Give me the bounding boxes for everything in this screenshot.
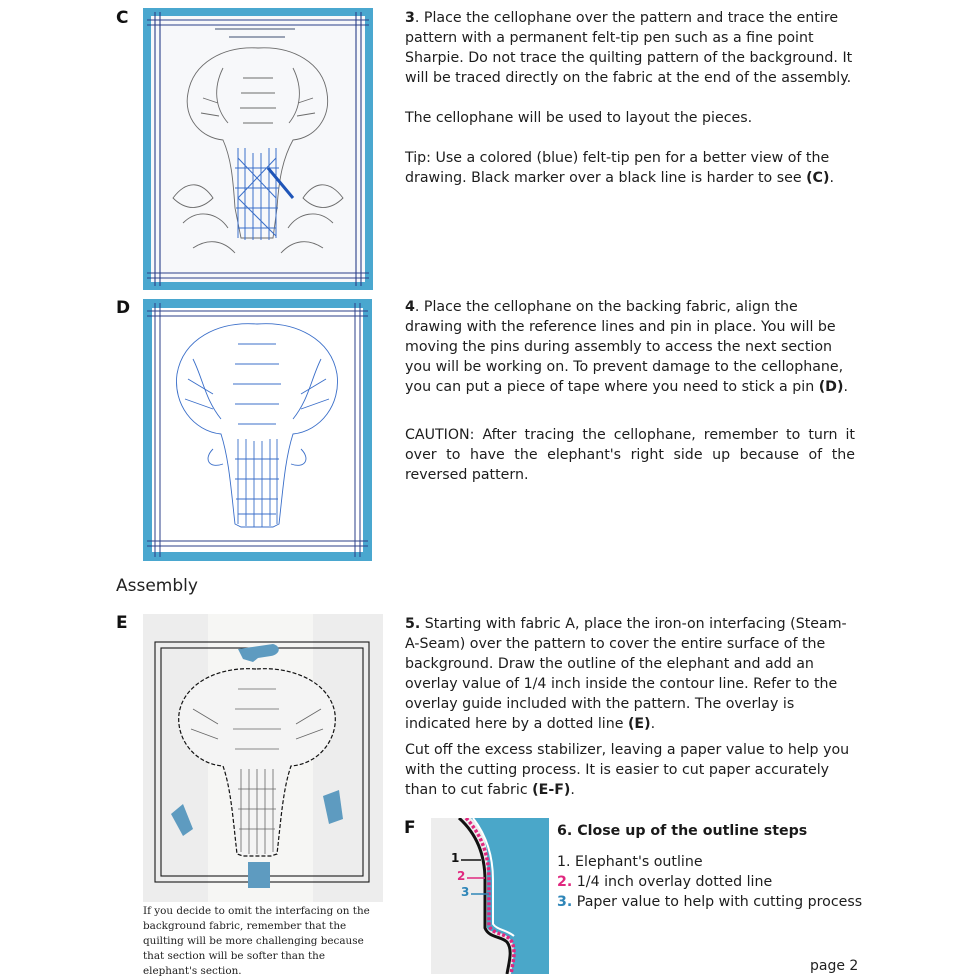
step-6-list	[557, 852, 877, 912]
figure-c-image	[143, 8, 373, 290]
step-6-item-3-text: Paper value to help with cutting process	[572, 894, 863, 910]
step-4-ref: (D)	[818, 379, 844, 395]
step-3-tip-text: Tip: Use a colored (blue) felt-tip pen for a better view of the drawing. Black marker over a black line is harder to see	[405, 150, 830, 186]
figure-label-e: E	[116, 613, 128, 633]
step-5-ref-2: (E-F)	[532, 782, 571, 798]
figure-d-image	[143, 299, 372, 561]
step-5-text: Starting with fabric A, place the iron-on interfacing (Steam-A-Seam) over the pattern to cover the entire surface of the background. Draw the outline of the elephant and add an overlay value of 1/4 inch inside the contour line. Refer to the overlay guide included with the pattern. The overlay is indicated here by a dotted line	[405, 616, 847, 732]
step-5-end: .	[650, 716, 656, 732]
figure-f-marker-3: 3	[461, 885, 470, 899]
figure-f-marker-1: 1	[451, 851, 460, 865]
figure-f-marker-2: 2	[457, 869, 466, 883]
figure-f-image	[431, 818, 549, 974]
step-6-item-1	[557, 852, 877, 872]
figure-label-d: D	[116, 298, 131, 318]
step-5-para2-text: Cut off the excess stabilizer, leaving a paper value to help you with the cutting process. It is easier to cut paper accurately than to cut fabric	[405, 742, 850, 798]
step-6-item-2	[557, 872, 877, 892]
step-6-item-3	[557, 892, 877, 912]
step-3-tip-end: .	[829, 170, 834, 186]
step-6-item-1-text: Elephant's outline	[570, 854, 703, 870]
step-3-number: 3	[405, 10, 415, 26]
step-3-text: . Place the cellophane over the pattern and trace the entire pattern with a permanent felt-tip pen such as a fine point Sharpie. Do not trace the quilting pattern of the background. It will be traced directly on the fabric at the end of the assembly.	[405, 10, 853, 86]
step-5-paragraph	[405, 614, 855, 734]
figure-label-c: C	[116, 8, 129, 28]
step-5-ref: (E)	[627, 716, 651, 732]
figure-label-f: F	[404, 818, 416, 838]
step-4-number: 4	[405, 299, 415, 315]
step-4-caution: CAUTION: After tracing the cellophane, remember to turn it over to have the elephant's right side up because of the reversed pattern.	[405, 427, 855, 483]
step-3-tip	[405, 148, 855, 188]
step-6-title: 6. Close up of the outline steps	[557, 823, 808, 839]
step-3-paragraph-2: The cellophane will be used to layout the pieces.	[405, 110, 753, 126]
step-6-item-2-text: 1/4 inch overlay dotted line	[572, 874, 773, 890]
step-3-tip-ref: (C)	[806, 170, 830, 186]
step-4-text: . Place the cellophane on the backing fabric, align the drawing with the reference lines and pin in place. You will be moving the pins during assembly to access the next section you will be working on. To prevent damage to the cellophane, you can put a piece of tape where you need to stick a pin	[405, 299, 844, 395]
step-6-item-1-num: 1.	[557, 854, 571, 870]
step-4-paragraph	[405, 297, 855, 397]
page-number: page 2	[810, 958, 859, 974]
step-3-paragraph	[405, 8, 855, 88]
figure-e-image	[143, 614, 383, 902]
step-6-item-2-num: 2.	[557, 874, 573, 890]
section-heading-assembly: Assembly	[116, 576, 198, 596]
step-5-end-2: .	[570, 782, 575, 798]
step-4-end: .	[843, 379, 848, 395]
figure-e-caption: If you decide to omit the interfacing on the background fabric, remember that the quilting will be more challenging because that section will be softer than the elephant's section.	[143, 905, 370, 977]
step-5-paragraph-2	[405, 740, 855, 800]
step-5-number: 5.	[405, 616, 421, 632]
step-6-item-3-num: 3.	[557, 894, 573, 910]
